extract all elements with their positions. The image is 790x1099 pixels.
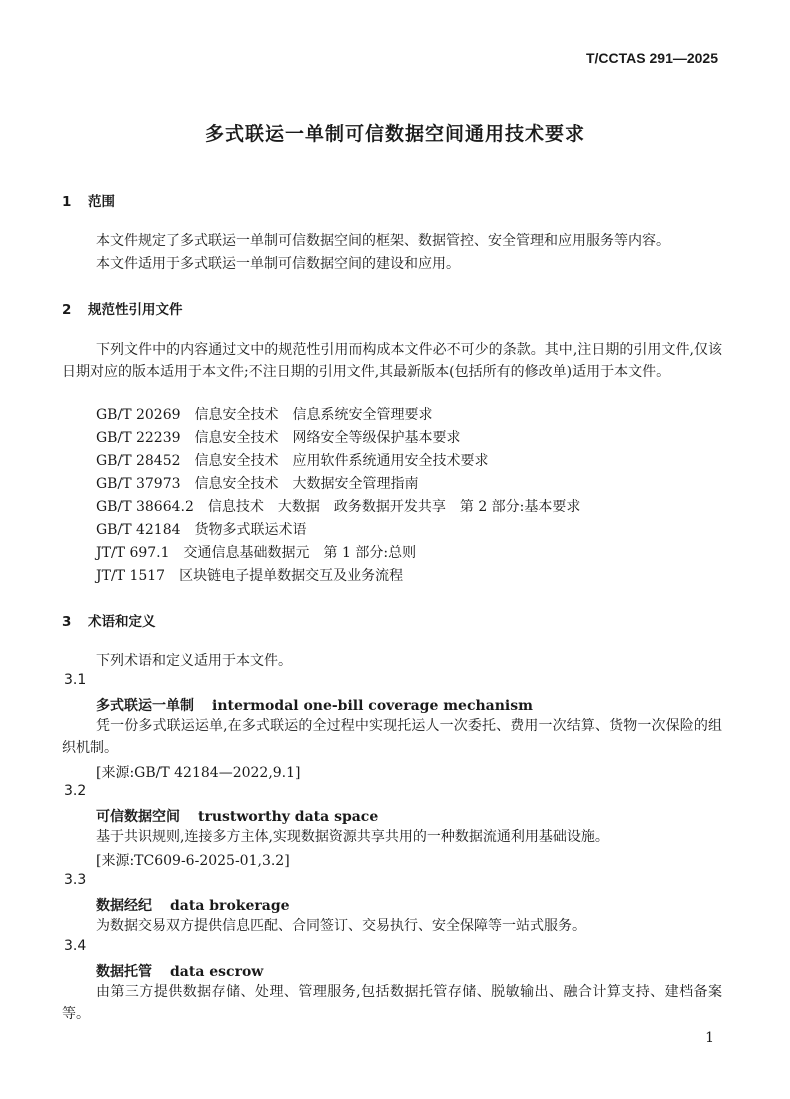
scope-paragraph-2: 本文件适用于多式联运一单制可信数据空间的建设和应用。	[96, 256, 460, 272]
term-heading	[96, 961, 263, 981]
term-name-en: data escrow	[170, 964, 264, 980]
term-name-en: data brokerage	[170, 898, 290, 914]
reference-code: JT/T 1517	[96, 568, 166, 584]
scope-paragraph-1: 本文件规定了多式联运一单制可信数据空间的框架、数据管控、安全管理和应用服务等内容。	[96, 233, 670, 249]
reference-code: GB/T 38664.2	[96, 499, 194, 515]
term-name-zh: 可信数据空间	[96, 809, 180, 825]
term-definition: 基于共识规则,连接多方主体,实现数据资源共享共用的一种数据流通利用基础设施。	[96, 829, 609, 845]
term-name-en: intermodal one-bill coverage mechanism	[212, 698, 533, 714]
term-number: 3.3	[64, 872, 87, 888]
reference-item	[96, 473, 419, 495]
reference-title: 信息安全技术 应用软件系统通用安全技术要求	[194, 453, 489, 469]
reference-item	[96, 519, 307, 541]
section-3-heading	[62, 610, 156, 630]
term-heading	[96, 806, 378, 826]
term-heading	[96, 895, 290, 915]
reference-item	[96, 565, 403, 587]
reference-item	[96, 404, 433, 426]
reference-item	[96, 496, 580, 518]
standard-code: T/CCTAS 291—2025	[585, 50, 718, 66]
term-name-zh: 数据经纪	[96, 898, 152, 914]
section-title: 规范性引用文件	[88, 302, 183, 318]
term-heading	[96, 695, 533, 715]
reference-title: 交通信息基础数据元 第 1 部分:总则	[183, 545, 417, 561]
section-2-heading	[62, 298, 183, 318]
section-title: 术语和定义	[88, 614, 156, 630]
term-definition: 为数据交易双方提供信息匹配、合同签订、交易执行、安全保障等一站式服务。	[96, 918, 586, 934]
term-source: [来源:GB/T 42184—2022,9.1]	[96, 765, 301, 781]
reference-title: 信息安全技术 大数据安全管理指南	[194, 476, 419, 492]
term-number: 3.1	[64, 672, 87, 688]
reference-item	[96, 427, 461, 449]
term-name-en: trustworthy data space	[198, 809, 379, 825]
document-title: 多式联运一单制可信数据空间通用技术要求	[204, 123, 585, 145]
reference-code: GB/T 37973	[96, 476, 181, 492]
term-name-zh: 数据托管	[96, 964, 152, 980]
reference-title: 信息安全技术 网络安全等级保护基本要求	[194, 430, 461, 446]
term-name-zh: 多式联运一单制	[96, 698, 194, 714]
term-definition: 凭一份多式联运运单,在多式联运的全过程中实现托运人一次委托、费用一次结算、货物一次保险的组织机制。	[62, 718, 722, 756]
reference-code: GB/T 20269	[96, 407, 181, 423]
reference-title: 货物多式联运术语	[194, 522, 307, 538]
term-number: 3.4	[64, 938, 87, 954]
section-number: 2	[62, 302, 72, 318]
section-number: 1	[62, 194, 72, 210]
term-definition: 由第三方提供数据存储、处理、管理服务,包括数据托管存储、脱敏输出、融合计算支持、建档备案等。	[62, 984, 722, 1022]
reference-code: GB/T 42184	[96, 522, 181, 538]
term-source: [来源:TC609-6-2025-01,3.2]	[96, 853, 290, 869]
section-title: 范围	[88, 194, 115, 210]
reference-title: 区块链电子提单数据交互及业务流程	[179, 568, 404, 584]
page-number: 1	[705, 1030, 714, 1046]
reference-code: JT/T 697.1	[96, 545, 170, 561]
reference-code: GB/T 22239	[96, 430, 181, 446]
reference-title: 信息技术 大数据 政务数据开发共享 第 2 部分:基本要求	[207, 499, 581, 515]
reference-title: 信息安全技术 信息系统安全管理要求	[194, 407, 433, 423]
references-intro: 下列文件中的内容通过文中的规范性引用而构成本文件必不可少的条款。其中,注日期的引用文件,仅该日期对应的版本适用于本文件;不注日期的引用文件,其最新版本(包括所有的修改单)适用于本文件。	[62, 342, 722, 380]
reference-item	[96, 450, 489, 472]
term-number: 3.2	[64, 783, 87, 799]
section-1-heading	[62, 190, 115, 210]
reference-code: GB/T 28452	[96, 453, 181, 469]
terms-intro: 下列术语和定义适用于本文件。	[96, 653, 292, 669]
reference-item	[96, 542, 416, 564]
section-number: 3	[62, 614, 72, 630]
